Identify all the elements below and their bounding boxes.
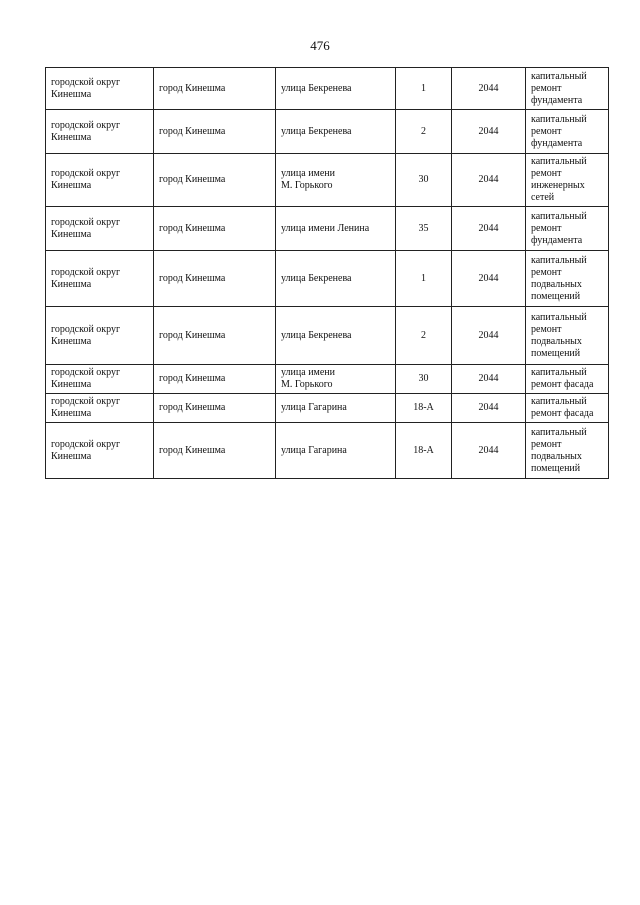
cell-work-type-line: капитальный <box>531 254 587 266</box>
cell-street <box>276 423 396 479</box>
cell-year: 2044 <box>452 110 526 154</box>
cell-city: город Кинешма <box>154 110 276 154</box>
cell-house: 35 <box>396 207 452 251</box>
cell-district <box>46 68 154 110</box>
table-row <box>46 154 609 207</box>
cell-work-type-line: фундамента <box>531 234 583 246</box>
cell-work-type-line: капитальный <box>531 367 587 378</box>
table-body <box>46 68 609 479</box>
cell-work-type-line: ремонт <box>531 125 562 137</box>
cell-city: город Кинешма <box>154 154 276 207</box>
cell-district <box>46 110 154 154</box>
page-number: 476 <box>310 38 330 53</box>
cell-city: город Кинешма <box>154 423 276 479</box>
cell-work-type-line: ремонт <box>531 266 562 278</box>
cell-work-type-line: сетей <box>531 192 555 203</box>
cell-city: город Кинешма <box>154 365 276 394</box>
cell-district-line: городской округ <box>51 438 121 450</box>
cell-house: 18-А <box>396 423 452 479</box>
cell-district <box>46 251 154 307</box>
cell-house: 1 <box>396 68 452 110</box>
cell-street-line: улица Бекренева <box>281 329 352 341</box>
table-row <box>46 68 609 110</box>
cell-work-type-line: ремонт <box>531 323 562 335</box>
cell-district-line: Кинешма <box>51 228 92 240</box>
cell-year: 2044 <box>452 365 526 394</box>
cell-year: 2044 <box>452 207 526 251</box>
cell-work-type <box>526 110 609 154</box>
cell-house: 2 <box>396 110 452 154</box>
cell-district-line: Кинешма <box>51 180 92 191</box>
cell-work-type-line: подвальных <box>531 278 582 290</box>
table-row <box>46 251 609 307</box>
cell-district-line: Кинешма <box>51 88 92 100</box>
cell-street-line: улица имени <box>281 168 336 179</box>
cell-work-type <box>526 207 609 251</box>
cell-city: город Кинешма <box>154 207 276 251</box>
cell-work-type-line: ремонт <box>531 438 562 450</box>
cell-year: 2044 <box>452 154 526 207</box>
cell-district <box>46 365 154 394</box>
cell-street-line: улица имени Ленина <box>281 222 370 234</box>
cell-district <box>46 154 154 207</box>
cell-street-line: улица Бекренева <box>281 272 352 284</box>
cell-house: 18-А <box>396 394 452 423</box>
cell-street-line: улица имени <box>281 367 336 378</box>
cell-district-line: городской округ <box>51 266 121 278</box>
cell-street-line: М. Горького <box>281 180 333 191</box>
cell-house: 1 <box>396 251 452 307</box>
cell-work-type-line: капитальный <box>531 156 587 167</box>
cell-work-type-line: фундамента <box>531 94 583 106</box>
cell-house: 30 <box>396 365 452 394</box>
cell-work-type-line: подвальных <box>531 450 582 462</box>
cell-street <box>276 251 396 307</box>
cell-work-type <box>526 154 609 207</box>
table-row <box>46 110 609 154</box>
cell-city: город Кинешма <box>154 394 276 423</box>
cell-street <box>276 154 396 207</box>
cell-street-line: М. Горького <box>281 379 333 390</box>
cell-work-type-line: ремонт <box>531 82 562 94</box>
cell-work-type-line: капитальный <box>531 70 587 82</box>
cell-district-line: Кинешма <box>51 335 92 347</box>
cell-district-line: городской округ <box>51 168 121 179</box>
cell-work-type-line: помещений <box>531 462 581 474</box>
cell-work-type-line: капитальный <box>531 396 587 407</box>
cell-street <box>276 68 396 110</box>
cell-street-line: улица Гагарина <box>281 402 347 413</box>
cell-work-type <box>526 423 609 479</box>
cell-city: город Кинешма <box>154 68 276 110</box>
table-row <box>46 394 609 423</box>
cell-work-type <box>526 394 609 423</box>
cell-city: город Кинешма <box>154 307 276 365</box>
cell-year: 2044 <box>452 307 526 365</box>
cell-street <box>276 365 396 394</box>
cell-district-line: городской округ <box>51 76 121 88</box>
cell-work-type-line: капитальный <box>531 113 587 125</box>
cell-work-type-line: подвальных <box>531 335 582 347</box>
cell-year: 2044 <box>452 251 526 307</box>
cell-house: 2 <box>396 307 452 365</box>
cell-district-line: Кинешма <box>51 408 92 419</box>
cell-work-type-line: инженерных <box>531 180 585 191</box>
cell-street <box>276 394 396 423</box>
cell-street-line: улица Бекренева <box>281 82 352 94</box>
cell-street <box>276 207 396 251</box>
cell-work-type-line: ремонт фасада <box>531 379 594 390</box>
cell-district-line: городской округ <box>51 396 121 407</box>
cell-work-type-line: помещений <box>531 290 581 302</box>
table-row <box>46 365 609 394</box>
table-row <box>46 207 609 251</box>
cell-work-type <box>526 307 609 365</box>
cell-district <box>46 307 154 365</box>
cell-work-type-line: капитальный <box>531 426 587 438</box>
cell-year: 2044 <box>452 394 526 423</box>
table-row <box>46 423 609 479</box>
cell-city: город Кинешма <box>154 251 276 307</box>
cell-year: 2044 <box>452 68 526 110</box>
cell-district-line: Кинешма <box>51 379 92 390</box>
cell-district-line: городской округ <box>51 216 121 228</box>
cell-work-type-line: капитальный <box>531 311 587 323</box>
cell-street-line: улица Гагарина <box>281 444 347 456</box>
cell-work-type-line: ремонт <box>531 222 562 234</box>
cell-work-type-line: помещений <box>531 347 581 359</box>
cell-district-line: Кинешма <box>51 450 92 462</box>
cell-district-line: городской округ <box>51 367 121 378</box>
cell-work-type <box>526 251 609 307</box>
cell-district-line: городской округ <box>51 323 121 335</box>
cell-district-line: Кинешма <box>51 278 92 290</box>
cell-district-line: Кинешма <box>51 131 92 143</box>
cell-work-type-line: ремонт фасада <box>531 408 594 419</box>
cell-district <box>46 394 154 423</box>
cell-house: 30 <box>396 154 452 207</box>
repair-schedule-table <box>45 67 609 479</box>
table-row <box>46 307 609 365</box>
cell-work-type <box>526 68 609 110</box>
cell-work-type-line: фундамента <box>531 137 583 149</box>
cell-work-type-line: капитальный <box>531 210 587 222</box>
cell-street-line: улица Бекренева <box>281 125 352 137</box>
cell-year: 2044 <box>452 423 526 479</box>
cell-work-type-line: ремонт <box>531 168 562 179</box>
cell-district <box>46 207 154 251</box>
cell-district-line: городской округ <box>51 119 121 131</box>
cell-street <box>276 307 396 365</box>
cell-street <box>276 110 396 154</box>
cell-district <box>46 423 154 479</box>
cell-work-type <box>526 365 609 394</box>
